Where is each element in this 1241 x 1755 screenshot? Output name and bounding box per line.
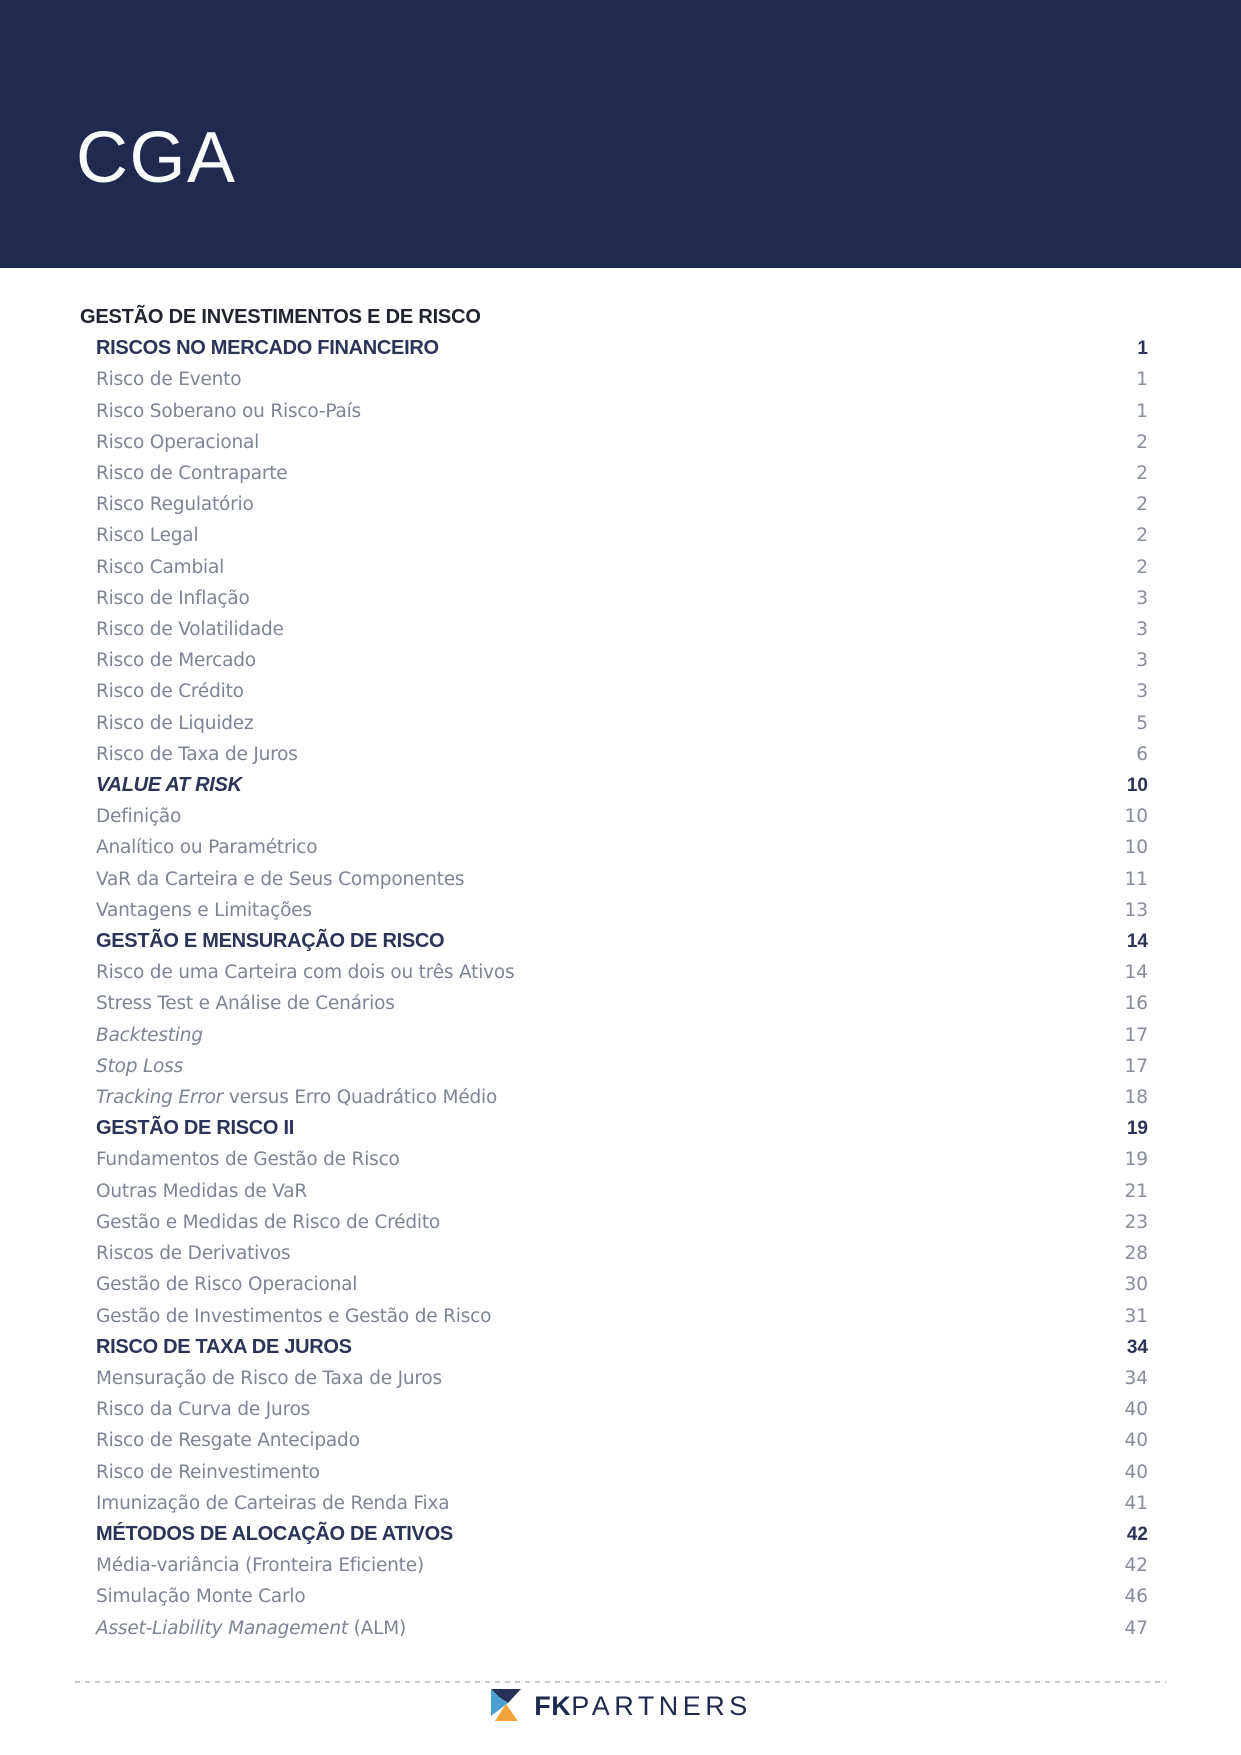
toc-entry[interactable] — [80, 1519, 1148, 1550]
toc-entry[interactable] — [80, 1238, 1148, 1269]
footer-divider — [75, 1681, 1166, 1683]
toc-entry-label: Risco de Mercado — [96, 650, 256, 672]
toc-entry-page: 31 — [1124, 1305, 1148, 1327]
toc-entry-page: 42 — [1124, 1555, 1148, 1577]
footer-brand-regular: PARTNERS — [571, 1691, 752, 1721]
toc-entry-page: 40 — [1124, 1399, 1148, 1421]
toc-entry-label: Backtesting — [96, 1024, 203, 1046]
toc-entry-page: 17 — [1124, 1024, 1148, 1046]
toc-entry-page: 3 — [1136, 619, 1148, 641]
toc-entry-label: Imunização de Carteiras de Renda Fixa — [96, 1492, 450, 1514]
toc-entry-page: 2 — [1136, 431, 1148, 453]
toc-entry[interactable] — [80, 489, 1148, 520]
toc-entry-label: Stop Loss — [96, 1055, 184, 1077]
toc-entry-label: Simulação Monte Carlo — [96, 1586, 306, 1608]
toc-entry-page: 16 — [1124, 993, 1148, 1015]
toc-entry-page: 3 — [1136, 681, 1148, 703]
toc-entry-page: 2 — [1136, 525, 1148, 547]
toc-entry-page: 40 — [1124, 1461, 1148, 1483]
toc-entry-page: 21 — [1124, 1180, 1148, 1202]
footer-brand — [0, 1688, 1241, 1724]
toc-entry[interactable] — [80, 770, 1148, 801]
toc-entry-page: 6 — [1136, 743, 1148, 765]
toc-entry-page: 46 — [1124, 1586, 1148, 1608]
toc-entry[interactable] — [80, 676, 1148, 707]
toc-entry-label: RISCO DE TAXA DE JUROS — [96, 1335, 352, 1358]
toc-entry-page: 14 — [1126, 931, 1148, 953]
toc-entry-label: Risco Regulatório — [96, 494, 254, 516]
toc-entry[interactable] — [80, 1269, 1148, 1300]
toc-entry-label: Risco de Contraparte — [96, 463, 288, 485]
toc-entry-page: 10 — [1126, 775, 1148, 797]
toc-entry-page: 34 — [1126, 1336, 1148, 1358]
toc-entry-page: 19 — [1126, 1118, 1148, 1140]
toc-entry-page: 2 — [1136, 556, 1148, 578]
footer-wordmark — [534, 1688, 752, 1724]
toc-entry-label: Stress Test e Análise de Cenários — [96, 993, 395, 1015]
toc-entry[interactable] — [80, 988, 1148, 1019]
toc-entry[interactable] — [80, 708, 1148, 739]
toc-entry-label: Risco de Resgate Antecipado — [96, 1430, 360, 1452]
toc-entry-label: Outras Medidas de VaR — [96, 1180, 308, 1202]
toc-entry-label: Risco de Reinvestimento — [96, 1461, 320, 1483]
toc-entry-label: Fundamentos de Gestão de Risco — [96, 1149, 400, 1171]
toc-entry-label: Risco de Taxa de Juros — [96, 743, 298, 765]
toc-entry-label: Risco Legal — [96, 525, 199, 547]
toc-entry-page: 10 — [1124, 837, 1148, 859]
toc-list — [80, 333, 1148, 1644]
toc-entry-label: Risco de Inflação — [96, 587, 250, 609]
toc-entry-page: 2 — [1136, 463, 1148, 485]
toc-entry[interactable] — [80, 1176, 1148, 1207]
toc-entry-page: 40 — [1124, 1430, 1148, 1452]
toc-entry[interactable] — [80, 1550, 1148, 1581]
toc-entry-page: 5 — [1136, 712, 1148, 734]
toc-entry[interactable] — [80, 1113, 1148, 1144]
toc-entry-label: Risco de Crédito — [96, 681, 244, 703]
toc-entry[interactable] — [80, 1363, 1148, 1394]
toc-entry-page: 1 — [1137, 338, 1148, 360]
toc-entry[interactable] — [80, 801, 1148, 832]
toc-entry-label: Risco de Evento — [96, 369, 242, 391]
toc-entry-label: Definição — [96, 806, 182, 828]
toc-entry-label: GESTÃO E MENSURAÇÃO DE RISCO — [96, 930, 445, 953]
toc-entry[interactable] — [80, 1394, 1148, 1425]
toc-entry[interactable] — [80, 364, 1148, 395]
footer-brand-bold: FK — [534, 1691, 572, 1721]
toc-entry[interactable] — [80, 645, 1148, 676]
toc-entry-page: 2 — [1136, 494, 1148, 516]
toc-entry[interactable] — [80, 1613, 1148, 1644]
toc-entry-label: Risco Operacional — [96, 431, 260, 453]
toc-entry[interactable] — [80, 895, 1148, 926]
toc-entry-page: 10 — [1124, 806, 1148, 828]
toc-entry[interactable] — [80, 1425, 1148, 1456]
toc-document-title: GESTÃO DE INVESTIMENTOS E DE RISCO — [80, 306, 481, 328]
toc-entry-label: Mensuração de Risco de Taxa de Juros — [96, 1367, 442, 1389]
toc-entry[interactable] — [80, 583, 1148, 614]
page-title: CGA — [76, 118, 237, 198]
toc-entry[interactable] — [80, 1488, 1148, 1519]
toc-entry-label: Analítico ou Paramétrico — [96, 837, 318, 859]
toc-entry-page: 17 — [1124, 1055, 1148, 1077]
toc-entry-label: Risco Cambial — [96, 556, 225, 578]
toc-entry-label: MÉTODOS DE ALOCAÇÃO DE ATIVOS — [96, 1522, 453, 1545]
toc-entry-label: Risco de Liquidez — [96, 712, 254, 734]
toc-entry[interactable] — [80, 520, 1148, 551]
toc-entry-page: 11 — [1124, 868, 1148, 890]
toc-entry-page: 41 — [1124, 1492, 1148, 1514]
toc-entry[interactable] — [80, 614, 1148, 645]
toc-entry[interactable] — [80, 1332, 1148, 1363]
toc-entry-page: 14 — [1124, 962, 1148, 984]
toc-entry-label: Média-variância (Fronteira Eficiente) — [96, 1555, 424, 1577]
toc-entry-label: GESTÃO DE RISCO II — [96, 1117, 294, 1140]
header-band — [0, 0, 1241, 268]
toc-entry-label: Gestão e Medidas de Risco de Crédito — [96, 1211, 441, 1233]
toc-entry-page: 34 — [1124, 1367, 1148, 1389]
toc-entry[interactable] — [80, 926, 1148, 957]
toc-entry-page: 28 — [1124, 1243, 1148, 1265]
toc-entry-label: Gestão de Investimentos e Gestão de Risco — [96, 1305, 492, 1327]
toc-entry-label: Risco Soberano ou Risco-País — [96, 400, 361, 422]
toc-entry[interactable] — [80, 739, 1148, 770]
toc-entry[interactable] — [80, 864, 1148, 895]
toc-entry-label: Risco da Curva de Juros — [96, 1399, 311, 1421]
toc-entry-page: 18 — [1124, 1087, 1148, 1109]
toc-entry[interactable] — [80, 1207, 1148, 1238]
toc-entry-label: Risco de uma Carteira com dois ou três Ativos — [96, 962, 515, 984]
toc-entry[interactable] — [80, 458, 1148, 489]
toc-entry-page: 42 — [1126, 1523, 1148, 1545]
toc-entry[interactable] — [80, 1301, 1148, 1332]
toc-entry-page: 1 — [1136, 369, 1148, 391]
toc-entry[interactable] — [80, 427, 1148, 458]
toc-entry-label: Risco de Volatilidade — [96, 619, 284, 641]
toc-entry[interactable] — [80, 396, 1148, 427]
toc-entry[interactable] — [80, 1581, 1148, 1612]
fk-partners-logo-icon — [489, 1688, 523, 1724]
toc-entry[interactable] — [80, 1144, 1148, 1175]
toc-entry-label: VALUE AT RISK — [96, 774, 242, 797]
toc-entry-page: 1 — [1136, 400, 1148, 422]
toc-entry-label: Vantagens e Limitações — [96, 899, 312, 921]
toc-entry-page: 30 — [1124, 1274, 1148, 1296]
table-of-contents — [80, 302, 1148, 1644]
toc-entry-page: 19 — [1124, 1149, 1148, 1171]
toc-entry-label: Asset-Liability Management (ALM) — [96, 1617, 406, 1639]
toc-entry-label: Riscos de Derivativos — [96, 1243, 291, 1265]
toc-entry-page: 3 — [1136, 650, 1148, 672]
toc-entry[interactable] — [80, 1457, 1148, 1488]
toc-entry-page: 3 — [1136, 587, 1148, 609]
toc-entry[interactable] — [80, 1051, 1148, 1082]
toc-entry-label: Tracking Error versus Erro Quadrático Médio — [96, 1087, 498, 1109]
toc-entry-page: 47 — [1124, 1617, 1148, 1639]
toc-entry-page: 13 — [1124, 899, 1148, 921]
toc-entry[interactable] — [80, 832, 1148, 863]
toc-entry[interactable] — [80, 1082, 1148, 1113]
toc-entry-label: RISCOS NO MERCADO FINANCEIRO — [96, 337, 439, 360]
toc-entry-page: 23 — [1124, 1211, 1148, 1233]
toc-entry[interactable] — [80, 333, 1148, 364]
toc-entry[interactable] — [80, 552, 1148, 583]
toc-entry-label: VaR da Carteira e de Seus Componentes — [96, 868, 465, 890]
toc-entry[interactable] — [80, 1020, 1148, 1051]
toc-entry-label: Gestão de Risco Operacional — [96, 1274, 358, 1296]
toc-entry[interactable] — [80, 957, 1148, 988]
